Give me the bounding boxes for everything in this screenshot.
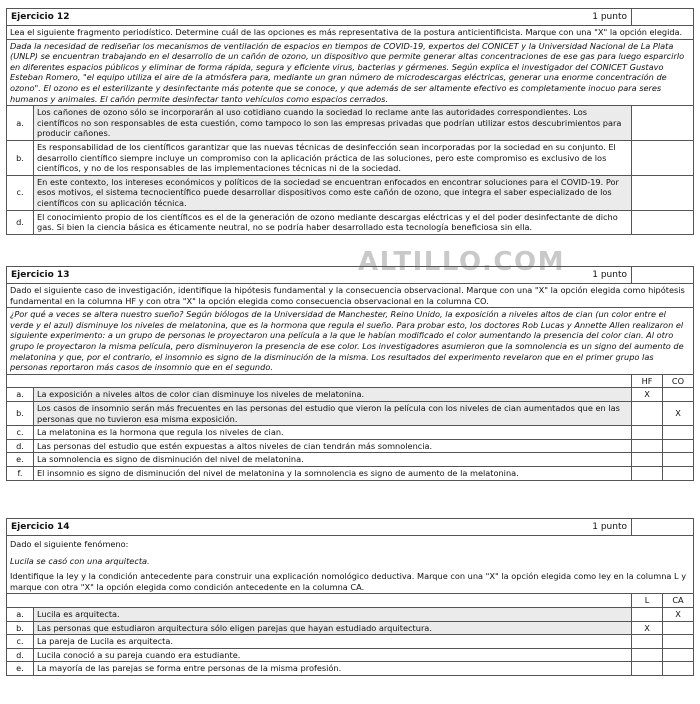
option-letter: f. bbox=[7, 466, 34, 480]
exercise-14-points: 1 punto bbox=[592, 522, 627, 532]
hf-cell[interactable] bbox=[632, 426, 663, 440]
option-row[interactable] bbox=[7, 388, 694, 402]
exercise-13-passage: ¿Por qué a veces se altera nuestro sueño? Según biólogos de la Universidad de Manchester, Reino Unido, la exposición a niveles altos de cian (un color entre el verde y el azul) disminuye los niveles de melatonina, que es la hormona que regula el sueño. Para probar esto, los doctores Rob Lucas y Annette Allen realizaron el siguiente experimento: a un grupo de personas le proyectaron una película a la que le habían modificado el color aumentando la presencia del color cian. Al otro grupo le proyectaron la misma película, pero disminuyeron la presencia de ese color. Los investigadores asumieron que la somnolencia es un signo del aumento de melatonina y que, por el contrario, el insomnio es signo de la disminución de la misma. Los resultados del experimento revelaron que en el primer grupo las personas reportaron más casos de insomnio que en el segundo. bbox=[7, 308, 694, 375]
column-header-l: L bbox=[632, 594, 663, 608]
option-letter: a. bbox=[7, 607, 34, 621]
option-row[interactable] bbox=[7, 175, 694, 210]
l-cell[interactable] bbox=[632, 648, 663, 662]
co-cell[interactable]: X bbox=[663, 401, 694, 425]
option-text: Es responsabilidad de los científicos garantizar que las nuevas técnicas de desinfección sean incorporadas por la sociedad en su conjunto. El desarrollo científico siempre incluye un compromiso con la aplicación práctica de las soluciones, pero este compromiso es exclusivo de los científicos, y no de los responsables de las implementaciones técnicas ni de la sociedad. bbox=[34, 140, 632, 175]
option-letter: e. bbox=[7, 662, 34, 676]
exercise-13-points: 1 punto bbox=[592, 270, 627, 280]
hf-cell[interactable] bbox=[632, 401, 663, 425]
exercise-14-prompt: Identifique la ley y la condición antecedente para construir una explicación nomológico deductiva. Marque con una "X" la opción elegida como ley en la columna L y marque con otra "X" la opción elegida como condición antecedente en la columna CA. bbox=[7, 567, 694, 594]
option-letter: c. bbox=[7, 175, 34, 210]
answer-cell[interactable] bbox=[632, 210, 694, 234]
option-text: La exposición a niveles altos de color cian disminuye los niveles de melatonina. bbox=[34, 388, 632, 402]
option-text: Lucila es arquitecta. bbox=[34, 607, 632, 621]
option-row[interactable] bbox=[7, 453, 694, 467]
option-letter: b. bbox=[7, 401, 34, 425]
watermark: ALTILLO.COM bbox=[358, 247, 565, 277]
option-row[interactable] bbox=[7, 607, 694, 621]
exercise-14-phenomenon: Lucila se casó con una arquitecta. bbox=[7, 551, 694, 568]
option-row[interactable] bbox=[7, 401, 694, 425]
option-row[interactable] bbox=[7, 210, 694, 234]
exercise-14-title: Ejercicio 14 bbox=[11, 522, 70, 532]
co-cell[interactable] bbox=[663, 453, 694, 467]
option-letter: a. bbox=[7, 106, 34, 141]
hf-cell[interactable] bbox=[632, 466, 663, 480]
option-row[interactable] bbox=[7, 635, 694, 649]
option-text: La melatonina es la hormona que regula los niveles de cian. bbox=[34, 426, 632, 440]
option-letter: d. bbox=[7, 210, 34, 234]
hf-cell[interactable] bbox=[632, 453, 663, 467]
option-letter: e. bbox=[7, 453, 34, 467]
hf-cell[interactable] bbox=[632, 439, 663, 453]
ca-cell[interactable] bbox=[663, 621, 694, 635]
option-text: La somnolencia es signo de disminución del nivel de melatonina. bbox=[34, 453, 632, 467]
exercise-14 bbox=[6, 518, 693, 676]
exercise-12-title: Ejercicio 12 bbox=[11, 12, 70, 22]
option-row[interactable] bbox=[7, 106, 694, 141]
option-text: El conocimiento propio de los científicos es el de la generación de ozono mediante descargas eléctricas y el del poder desinfectante de dicho gas. Si bien la ciencia básica es éticamente neutral, no se podría haber desarrollado esta tecnología beneficiosa sin ella. bbox=[34, 210, 632, 234]
co-cell[interactable] bbox=[663, 439, 694, 453]
option-row[interactable] bbox=[7, 621, 694, 635]
answer-cell[interactable] bbox=[632, 140, 694, 175]
option-text: Los casos de insomnio serán más frecuentes en las personas del estudio que vieron la película con los niveles de cian aumentados que en las personas que no tuvieron esa misma exposición. bbox=[34, 401, 632, 425]
option-row[interactable] bbox=[7, 140, 694, 175]
ca-cell[interactable] bbox=[663, 635, 694, 649]
exercise-13-score-box bbox=[632, 267, 694, 284]
option-text: La pareja de Lucila es arquitecta. bbox=[34, 635, 632, 649]
option-row[interactable] bbox=[7, 466, 694, 480]
exercise-14-header bbox=[7, 519, 632, 536]
exercise-13-title: Ejercicio 13 bbox=[11, 270, 70, 280]
answer-cell[interactable] bbox=[632, 175, 694, 210]
option-text: Los cañones de ozono sólo se incorporarán al uso cotidiano cuando la sociedad lo reclame ante las autoridades correspondientes. Los científicos no son responsables de esta cuestión, como tampoco lo son las empresas privadas que podrían utilizar estos descubrimientos para producir cañones. bbox=[34, 106, 632, 141]
option-text: En este contexto, los intereses económicos y políticos de la sociedad se encuentran enfocados en encontrar soluciones para el COVID-19. Por esos motivos, el sistema tecnocientífico puede desarrollar dispositivos como este cañón de ozono, que integra el saber especializado de los científicos con su aplicación técnica. bbox=[34, 175, 632, 210]
exercise-13 bbox=[6, 266, 693, 481]
option-letter: d. bbox=[7, 439, 34, 453]
exercise-12-prompt: Lea el siguiente fragmento periodístico. Determine cuál de las opciones es más representativa de la postura anticientificista. Marque con una "X" la opción elegida. bbox=[7, 26, 694, 40]
exercise-12-passage: Dada la necesidad de rediseñar los mecanismos de ventilación de espacios en tiempos de COVID-19, expertos del CONICET y la Universidad Nacional de La Plata (UNLP) se encuentran trabajando en el desarrollo de un cañón de ozono, un dispositivo que permite generar altas concentraciones de ese gas para luego esparcirlo en diferentes espacios públicos y eliminar de forma rápida, segura y eficiente virus, bacterias y gérmenes. Según explica el investigador del CONICET Gustavo Esteban Romero, "el equipo utiliza el aire de la atmósfera para, mediante un gran número de microdescargas eléctricas, generar una enorme concentración de ozono". El ozono es el esterilizante y desinfectante más potente que se conoce, y que además de ser altamente efectivo es completamente inocuo para seres humanos y animales. El cañón permite desinfectar tanto vehículos como espacios cerrados. bbox=[7, 39, 694, 106]
option-row[interactable] bbox=[7, 662, 694, 676]
exercise-12-header bbox=[7, 9, 632, 26]
option-text: Las personas del estudio que estén expuestas a altos niveles de cian tendrán más somnolencia. bbox=[34, 439, 632, 453]
option-letter: b. bbox=[7, 140, 34, 175]
exercise-13-header bbox=[7, 267, 632, 284]
ca-cell[interactable] bbox=[663, 662, 694, 676]
l-cell[interactable]: X bbox=[632, 621, 663, 635]
exercise-12 bbox=[6, 8, 693, 235]
option-row[interactable] bbox=[7, 426, 694, 440]
option-row[interactable] bbox=[7, 648, 694, 662]
exercise-12-points: 1 punto bbox=[592, 12, 627, 22]
ca-cell[interactable] bbox=[663, 648, 694, 662]
exercise-12-score-box bbox=[632, 9, 694, 26]
option-letter: a. bbox=[7, 388, 34, 402]
option-letter: d. bbox=[7, 648, 34, 662]
exercise-14-intro: Dado el siguiente fenómeno: bbox=[7, 536, 694, 551]
option-text: La mayoría de las parejas se forma entre personas de la misma profesión. bbox=[34, 662, 632, 676]
option-row[interactable] bbox=[7, 439, 694, 453]
column-header-spacer bbox=[7, 374, 632, 388]
l-cell[interactable] bbox=[632, 662, 663, 676]
exercise-14-score-box bbox=[632, 519, 694, 536]
co-cell[interactable] bbox=[663, 388, 694, 402]
column-header-co: CO bbox=[663, 374, 694, 388]
co-cell[interactable] bbox=[663, 426, 694, 440]
l-cell[interactable] bbox=[632, 635, 663, 649]
column-header-hf: HF bbox=[632, 374, 663, 388]
option-letter: c. bbox=[7, 426, 34, 440]
column-header-spacer bbox=[7, 594, 632, 608]
option-letter: b. bbox=[7, 621, 34, 635]
option-text: Las personas que estudiaron arquitectura sólo eligen parejas que hayan estudiado arquitectura. bbox=[34, 621, 632, 635]
ca-cell[interactable]: X bbox=[663, 607, 694, 621]
l-cell[interactable] bbox=[632, 607, 663, 621]
exercise-13-prompt: Dado el siguiente caso de investigación, identifique la hipótesis fundamental y la consecuencia observacional. Marque con una "X" la opción elegida como hipótesis fundamental en la columna HF y con otra "X" la opción elegida como consecuencia observacional en la columna CO. bbox=[7, 284, 694, 308]
option-text: Lucila conoció a su pareja cuando era estudiante. bbox=[34, 648, 632, 662]
column-header-ca: CA bbox=[663, 594, 694, 608]
answer-cell[interactable] bbox=[632, 106, 694, 141]
option-letter: c. bbox=[7, 635, 34, 649]
co-cell[interactable] bbox=[663, 466, 694, 480]
hf-cell[interactable]: X bbox=[632, 388, 663, 402]
option-text: El insomnio es signo de disminución del nivel de melatonina y la somnolencia es signo de aumento de la melatonina. bbox=[34, 466, 632, 480]
